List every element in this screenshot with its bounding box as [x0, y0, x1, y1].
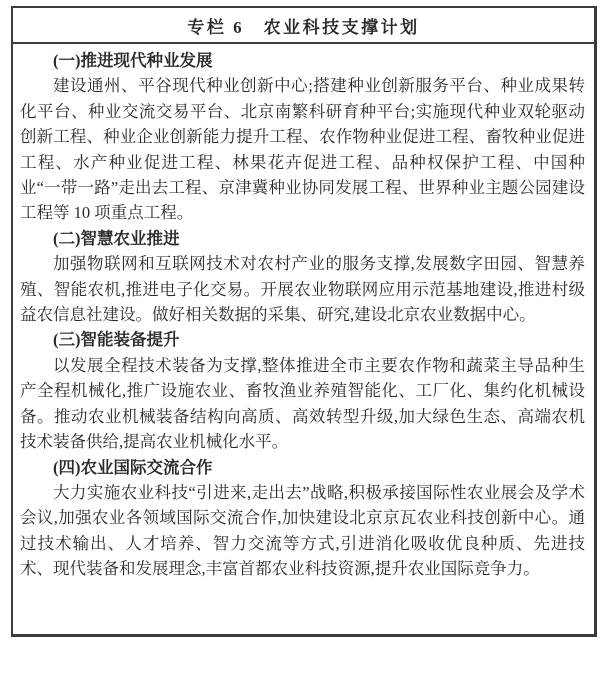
section-intelligent-equipment: [20, 327, 585, 454]
section-4-paragraph: 大力实施农业科技“引进来,走出去”战略,积极承接国际性农业展会及学术会议,加强农业各领域国际交流合作,加快建设北京京瓦农业科技创新中心。通过技术输出、人才培养、智力交流等方式,引进消化吸收优良种质、先进技术、现代装备和发展理念,丰富首都农业科技资源,提升农业国际竞争力。: [20, 482, 585, 579]
section-2-paragraph: 加强物联网和互联网技术对农村产业的服务支撑,发展数字田园、智慧养殖、智能农机,推进电子化交易。开展农业物联网应用示范基地建设,推进村级益农信息社建设。做好相关数据的采集、研究,建设北京农业数据中心。: [20, 254, 585, 325]
section-smart-agriculture: [20, 226, 585, 328]
section-3-paragraph: 以发展全程技术装备为支撑,整体推进全市主要农作物和蔬菜主导品种生产全程机械化,推广设施农业、畜牧渔业养殖智能化、工厂化、集约化机械设备。推动农业机械装备结构向高质、高效转型升级,加大绿色生态、高端农机技术装备供给,提高农业机械化水平。: [20, 355, 585, 452]
section-modern-seed-industry: [20, 48, 585, 226]
section-international-cooperation: [20, 455, 585, 582]
section-3-heading: (三)智能装备提升: [53, 330, 180, 350]
panel-title: 专栏 6 农业科技支撑计划: [187, 17, 420, 37]
panel-body: [13, 44, 594, 582]
panel-title-bar: [13, 8, 594, 44]
section-1-heading: (一)推进现代种业发展: [53, 51, 213, 70]
column-6-panel: [11, 6, 597, 637]
section-1-paragraph: 建设通州、平谷现代种业创新中心;搭建种业创新服务平台、种业成果转化平台、种业交流交易平台、北京南繁科研育种平台;实施现代种业双轮驱动创新工程、种业企业创新能力提升工程、农作物种业促进工程、畜牧种业促进工程、水产种业促进工程、林果花卉促进工程、品种权保护工程、中国种业“一带一路”走出去工程、京津冀种业协同发展工程、世界种业主题公园建设工程等 10 项重点工程。: [20, 76, 585, 223]
section-4-heading: (四)农业国际交流合作: [53, 457, 213, 477]
section-2-heading: (二)智慧农业推进: [53, 228, 180, 248]
